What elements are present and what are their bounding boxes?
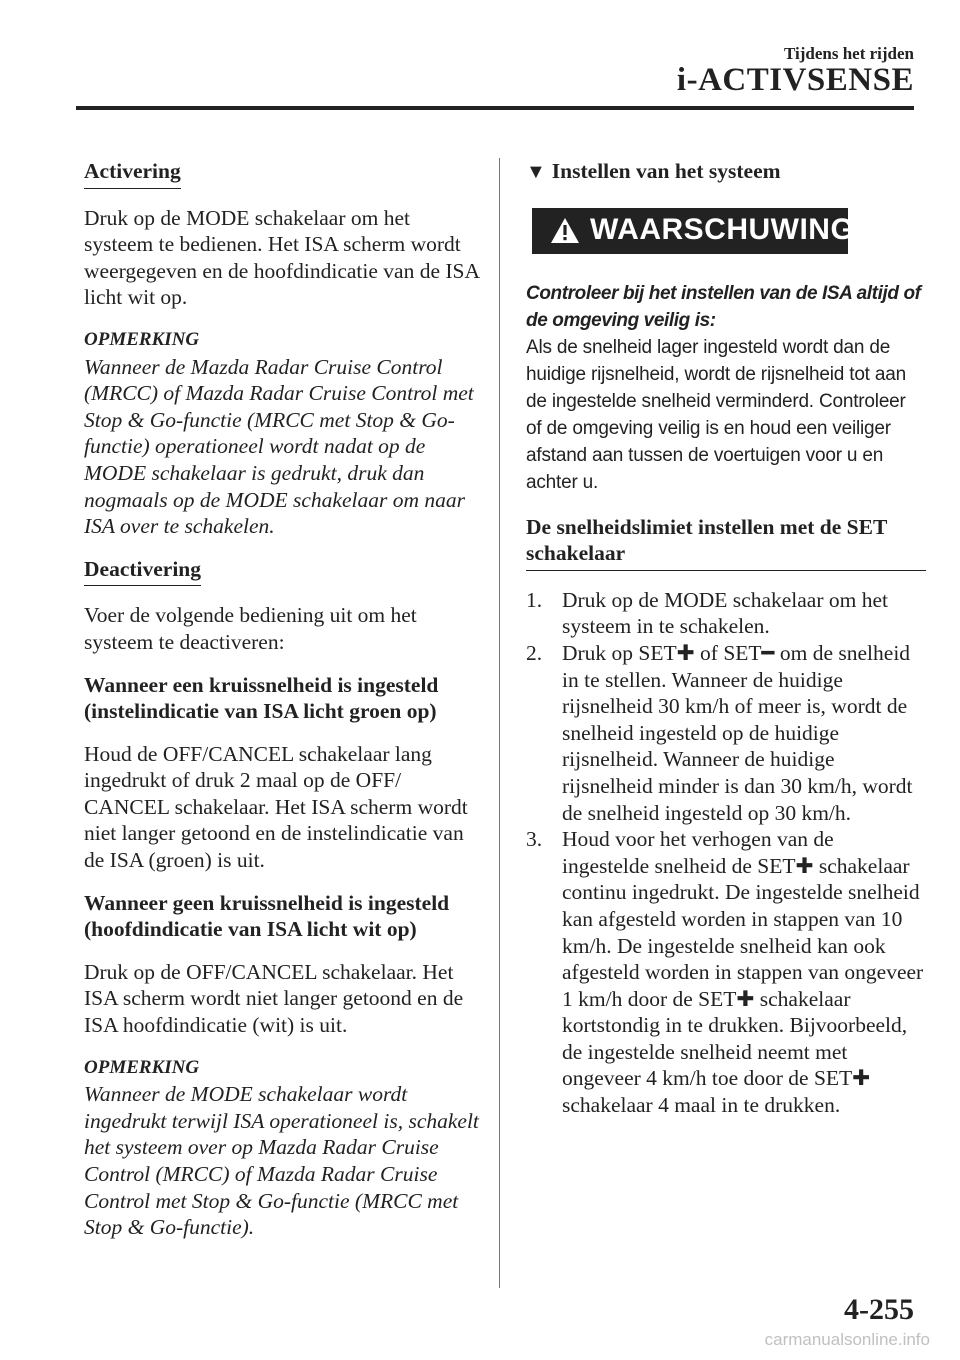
page-number: 4-255 [844,1293,914,1326]
subsection-title-text: Instellen van het systeem [551,159,781,183]
column-divider [499,158,500,1288]
deactivering-heading: Deactivering [84,556,201,587]
note-label: OPMERKING [84,1056,200,1078]
note-text: Wanneer de MODE schakelaar wordt ingedrukt terwijl ISA operationeel is, schakelt het systeem over op Mazda Radar Cruise Control (MRCC) of Mazda Radar Cruise Control met Stop & Go-functie (MRCC met Stop & Go-functie). [84,1082,479,1240]
case-text: Druk op de OFF/CANCEL schakelaar. Het ISA scherm wordt niet langer getoond en de ISA hoofdindicatie (wit) is uit. [84,959,464,1038]
warning-bold-text: Controleer bij het instellen van de ISA altijd of de omgeving veilig is: [526,282,921,331]
step-item [526,640,926,826]
step-number: 1. [526,587,543,612]
right-column [526,158,926,1119]
left-column [84,158,479,1257]
note-text: Wanneer de Mazda Radar Cruise Control (MRCC) of Mazda Radar Cruise Control met Stop & Go-functie (MRCC met Stop & Go-functie) operationeel wordt nadat op de MODE schakelaar is gedrukt, druk dan nogmaals op de MODE schakelaar om naar ISA over te schakelen. [84,354,474,539]
header-section-title: Tijdens het rijden [783,44,914,63]
step-text: Houd voor het verhogen van de ingestelde snelheid de SET✚ schakelaar continu ingedrukt. De ingestelde snelheid kan afgesteld worden in stappen van 10 km/h. De ingestelde snelheid kan ook afgesteld worden in stappen van ongeveer 1 km/h door de SET✚ schakelaar kortstondig in te drukken. Bijvoorbeeld, de ingestelde snelheid neemt met ongeveer 4 km/h toe door de SET✚ schakelaar 4 maal in te drukken. [562,827,924,1118]
case-heading: Wanneer geen kruissnelheid is ingesteld (hoofdindicatie van ISA licht wit op) [84,890,450,942]
subsection-title [526,158,926,186]
warning-text: Als de snelheid lager ingesteld wordt dan de huidige rijsnelheid, wordt de rijsnelheid tot aan de ingestelde snelheid verminderd. Controleer of de omgeving veilig is en houd een veiliger afstand aan tussen de voertuigen voor u en achter u. [526,336,906,493]
case-text: Houd de OFF/CANCEL schakelaar lang ingedrukt of druk 2 maal op de OFF/ CANCEL schakelaar. Het ISA scherm wordt niet langer getoond en de instelindicatie van de ISA (groen) is uit. [84,741,468,873]
deactivering-text: Voer de volgende bediening uit om het systeem te deactiveren: [84,603,417,654]
step-text: Druk op SET✚ of SET━ om de snelheid in te stellen. Wanneer de huidige rijsnelheid 30 km/h of meer is, wordt de snelheid ingesteld op de huidige rijsnelheid. Wanneer de huidige rijsnelheid minder is dan 30 km/h, wordt de snelheid ingesteld op 30 km/h. [562,640,913,825]
step-number: 3. [526,827,543,852]
warning-triangle-icon [550,217,580,244]
activering-text: Druk op de MODE schakelaar om het systeem te bedienen. Het ISA scherm wordt weergegeven en de hoofdindicatie van de ISA licht wit op. [84,205,479,310]
header-chapter-title: i-ACTIVSENSE [676,62,914,98]
triangle-down-icon: ▼ [526,161,546,183]
warning-banner [532,208,855,254]
case-heading: Wanneer een kruissnelheid is ingesteld (instelindicatie van ISA licht groen op) [84,672,439,724]
warning-label: WAARSCHUWING [590,213,855,247]
header-rule [76,106,914,110]
note-label: OPMERKING [84,328,200,350]
step-number: 2. [526,640,543,665]
step-item [526,826,926,1119]
activering-heading: Activering [84,158,181,189]
set-heading: De snelheidslimiet instellen met de SET schakelaar [526,514,926,571]
steps-list [526,587,926,1119]
step-item [526,587,926,640]
watermark: carmanualsonline.info [764,1330,930,1349]
step-text: Druk op de MODE schakelaar om het systeem in te schakelen. [562,587,888,639]
